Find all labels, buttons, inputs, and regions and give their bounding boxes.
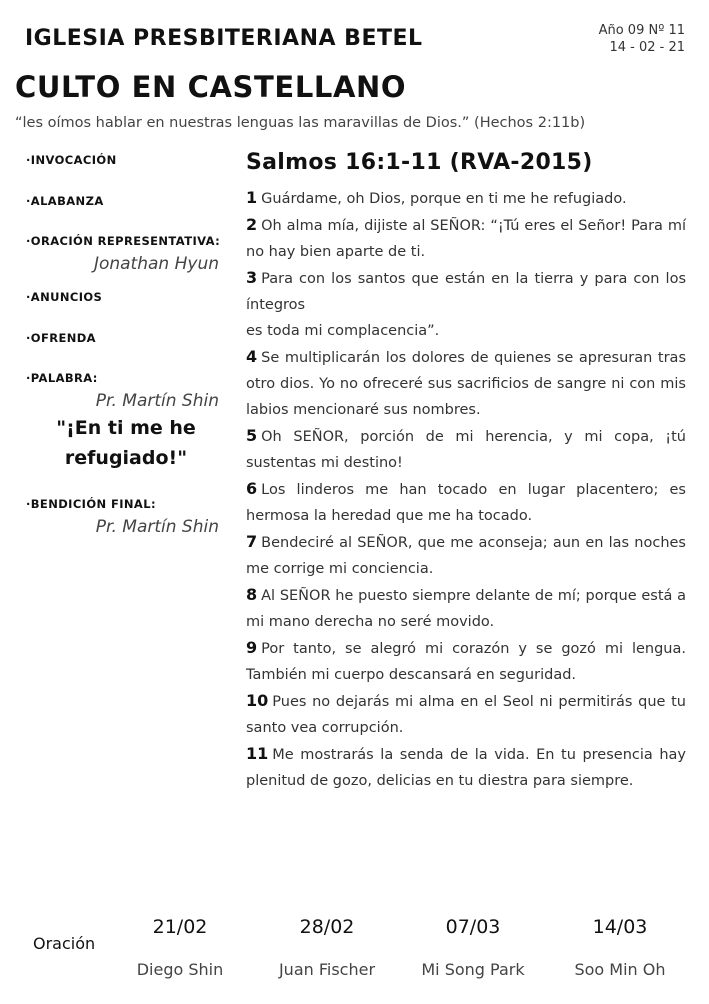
service-title: CULTO EN CASTELLANO [15, 70, 407, 104]
verse-text: Bendeciré al SEÑOR, que me aconseja; aun en las noches me corrige mi conciencia. [246, 535, 686, 577]
reading-title: Salmos 16:1-11 (RVA-2015) [246, 150, 593, 175]
verse-number: 3 [246, 268, 258, 287]
prayer-name: Soo Min Oh [574, 960, 666, 979]
verse-text: Al SEÑOR he puesto siempre delante de mí; porque está a mi mano derecha no seré movido. [246, 588, 686, 630]
verse [246, 529, 686, 582]
order-of-service [26, 153, 226, 537]
verse [246, 318, 686, 344]
verse-text: Me mostrarás la senda de la vida. En tu presencia hay plenitud de gozo, delicias en tu diestra para siempre. [246, 747, 686, 789]
verse-number: 7 [246, 532, 258, 551]
verse [246, 688, 686, 741]
prayer-name: Diego Shin [136, 960, 224, 979]
verse-text: es toda mi complacencia”. [246, 323, 440, 339]
sermon-title-line1: "¡En ti me he [56, 417, 196, 439]
item-bendicion: ·BENDICIÓN FINAL: [26, 497, 156, 511]
verse-number: 2 [246, 215, 258, 234]
prayer-label: Oración [33, 934, 96, 953]
verse-number: 1 [246, 188, 258, 207]
prayer-date: 28/02 [299, 916, 355, 938]
issue-number: Año 09 Nº 11 [598, 23, 685, 38]
verse-number: 5 [246, 426, 258, 445]
prayer-date: 07/03 [445, 916, 501, 938]
verse-text: Guárdame, oh Dios, porque en ti me he refugiado. [261, 191, 627, 207]
prayer-name: Mi Song Park [421, 960, 525, 979]
item-ofrenda: ·OFRENDA [26, 331, 96, 345]
verse-list [246, 185, 686, 794]
verse-number: 11 [246, 744, 269, 763]
bendicion-person: Pr. Martín Shin [95, 517, 219, 537]
sermon-title-line2: refugiado!" [64, 447, 188, 469]
header-quote: “les oímos hablar en nuestras lenguas las maravillas de Dios.” (Hechos 2:11b) [15, 115, 586, 131]
issue-date: 14 - 02 - 21 [609, 40, 685, 55]
issue-info [599, 22, 685, 56]
verse [246, 582, 686, 635]
item-alabanza: ·ALABANZA [26, 194, 104, 208]
verse-text: Oh alma mía, dijiste al SEÑOR: “¡Tú eres el Señor! Para mí no hay bien aparte de ti. [246, 218, 686, 260]
verse-text: Pues no dejarás mi alma en el Seol ni permitirás que tu santo vea corrupción. [246, 694, 686, 736]
verse-number: 9 [246, 638, 258, 657]
item-anuncios: ·ANUNCIOS [26, 290, 103, 304]
prayer-name: Juan Fischer [278, 960, 376, 979]
verse-text: Oh SEÑOR, porción de mi herencia, y mi copa, ¡tú sustentas mi destino! [246, 429, 686, 471]
verse [246, 344, 686, 423]
verse [246, 635, 686, 688]
verse [246, 265, 686, 318]
verse [246, 476, 686, 529]
item-invocacion: ·INVOCACIÓN [26, 153, 117, 167]
item-palabra: ·PALABRA: [26, 371, 98, 385]
verse [246, 741, 686, 794]
scripture-reading [246, 150, 686, 794]
verse-text: Para con los santos que están en la tierra y para con los íntegros [246, 271, 686, 313]
verse-number: 6 [246, 479, 258, 498]
verse [246, 423, 686, 476]
verse-number: 10 [246, 691, 269, 710]
palabra-person: Pr. Martín Shin [95, 391, 219, 411]
verse [246, 185, 686, 212]
verse [246, 212, 686, 265]
verse-number: 4 [246, 347, 258, 366]
verse-text: Los linderos me han tocado en lugar placentero; es hermosa la heredad que me ha tocado. [246, 482, 686, 524]
prayer-date: 14/03 [592, 916, 648, 938]
verse-number: 8 [246, 585, 258, 604]
church-name: IGLESIA PRESBITERIANA BETEL [25, 26, 423, 51]
prayer-date: 21/02 [152, 916, 208, 938]
oracion-person: Jonathan Hyun [93, 254, 219, 274]
verse-text: Se multiplicarán los dolores de quienes se apresuran tras otro dios. Yo no ofreceré sus sacrificios de sangre ni con mis labios mencionaré sus nombres. [246, 350, 686, 418]
item-oracion: ·ORACIÓN REPRESENTATIVA: [26, 234, 221, 248]
verse-text: Por tanto, se alegró mi corazón y se gozó mi lengua. También mi cuerpo descansará en seguridad. [246, 641, 686, 683]
